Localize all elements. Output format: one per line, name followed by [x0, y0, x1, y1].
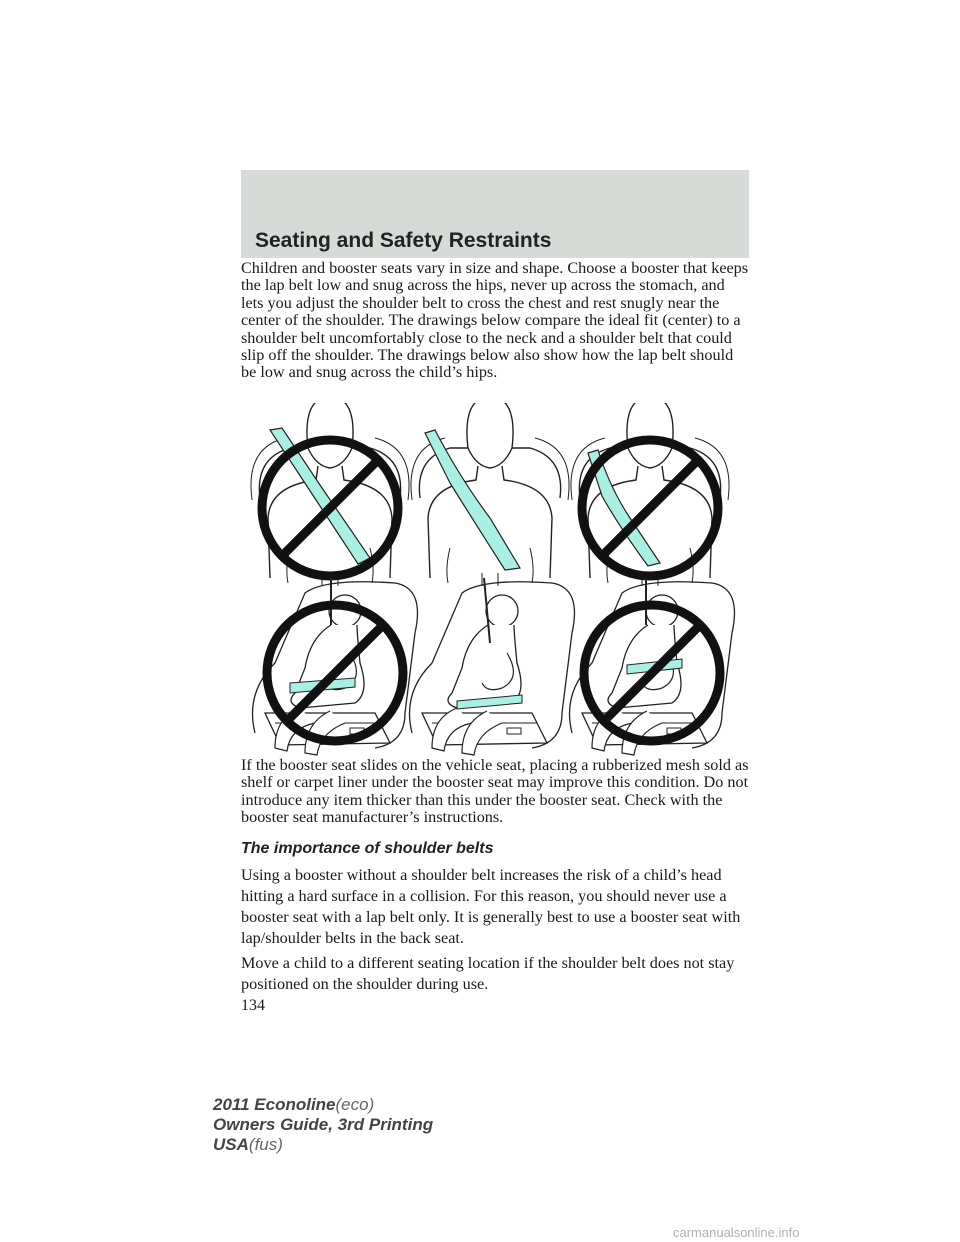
- footer-model: 2011 Econoline: [213, 1095, 336, 1114]
- belt-fit-illustration: [240, 403, 740, 758]
- page-number: 134: [241, 997, 265, 1014]
- correct-lap-belt-icon: [410, 578, 575, 755]
- shoulder-paragraph-1: Using a booster without a shoulder belt increases the risk of a child’s head hitting a hard surface in a collision. For this reason, you should never use a booster seat with a lap belt only. It is generally best to use a booster seat with lap/shoulder belts in the back seat.: [241, 866, 741, 947]
- prohibited-lap-belt-high-icon: [253, 578, 418, 755]
- prohibited-belt-near-neck-icon: [251, 403, 409, 586]
- correct-shoulder-belt-icon: [411, 403, 569, 586]
- footer-market-code: (fus): [248, 1135, 283, 1154]
- footer: [213, 1095, 433, 1155]
- watermark: carmanualsonline.info: [673, 1225, 800, 1240]
- shoulder-paragraph-2: Move a child to a different seating location if the shoulder belt does not stay positioned on the shoulder during use.: [241, 954, 735, 993]
- section-title: Seating and Safety Restraints: [255, 229, 552, 252]
- prohibited-lap-belt-stomach-icon: [570, 578, 735, 755]
- prohibited-belt-off-shoulder-icon: [571, 403, 729, 586]
- footer-line-3: [213, 1135, 433, 1155]
- shoulder-belts-subheading: The importance of shoulder belts: [241, 840, 494, 857]
- footer-line-1: [213, 1095, 433, 1115]
- footer-line-2: Owners Guide, 3rd Printing: [213, 1115, 434, 1134]
- mesh-paragraph: If the booster seat slides on the vehicle seat, placing a rubberized mesh sold as shelf or carpet liner under the booster seat may improve this condition. Do not introduce any item thicker than this under the booster seat. Check with the booster seat manufacturer’s instructions.: [241, 756, 749, 827]
- footer-model-code: (eco): [335, 1095, 375, 1114]
- intro-paragraph: Children and booster seats vary in size and shape. Choose a booster that keeps the lap belt low and snug across the hips, never up across the stomach, and lets you adjust the shoulder belt to cross the chest and rest snugly near the center of the shoulder. The drawings below compare the ideal fit (center) to a shoulder belt uncomfortably close to the neck and a shoulder belt that could slip off the shoulder. The drawings below also show how the lap belt should be low and snug across the child’s hips.: [241, 259, 749, 382]
- footer-market: USA: [213, 1135, 249, 1154]
